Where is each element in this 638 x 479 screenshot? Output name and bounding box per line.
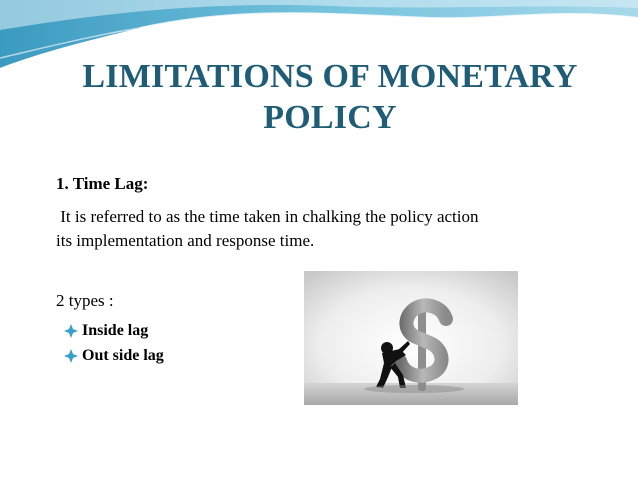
slide-title — [40, 56, 620, 138]
types-label: 2 types : — [56, 291, 114, 310]
man-pushing-dollar-sign-image — [304, 271, 518, 405]
list-item-label: Inside lag — [82, 321, 149, 339]
section-heading: 1. Time Lag: — [56, 174, 149, 193]
types-list — [64, 318, 164, 368]
description-line-1: It is referred to as the time taken in chalking the policy action — [56, 207, 479, 226]
title-line-2: POLICY — [263, 99, 397, 136]
diamond-bullet-icon — [64, 324, 78, 338]
diamond-bullet-icon — [64, 349, 78, 363]
list-item-label: Out side lag — [82, 346, 164, 364]
list-item — [64, 343, 164, 368]
description-line-2: its implementation and response time. — [56, 231, 315, 250]
title-line-1: LIMITATIONS OF MONETARY — [82, 58, 578, 95]
section-description — [56, 205, 616, 253]
list-item — [64, 318, 164, 343]
